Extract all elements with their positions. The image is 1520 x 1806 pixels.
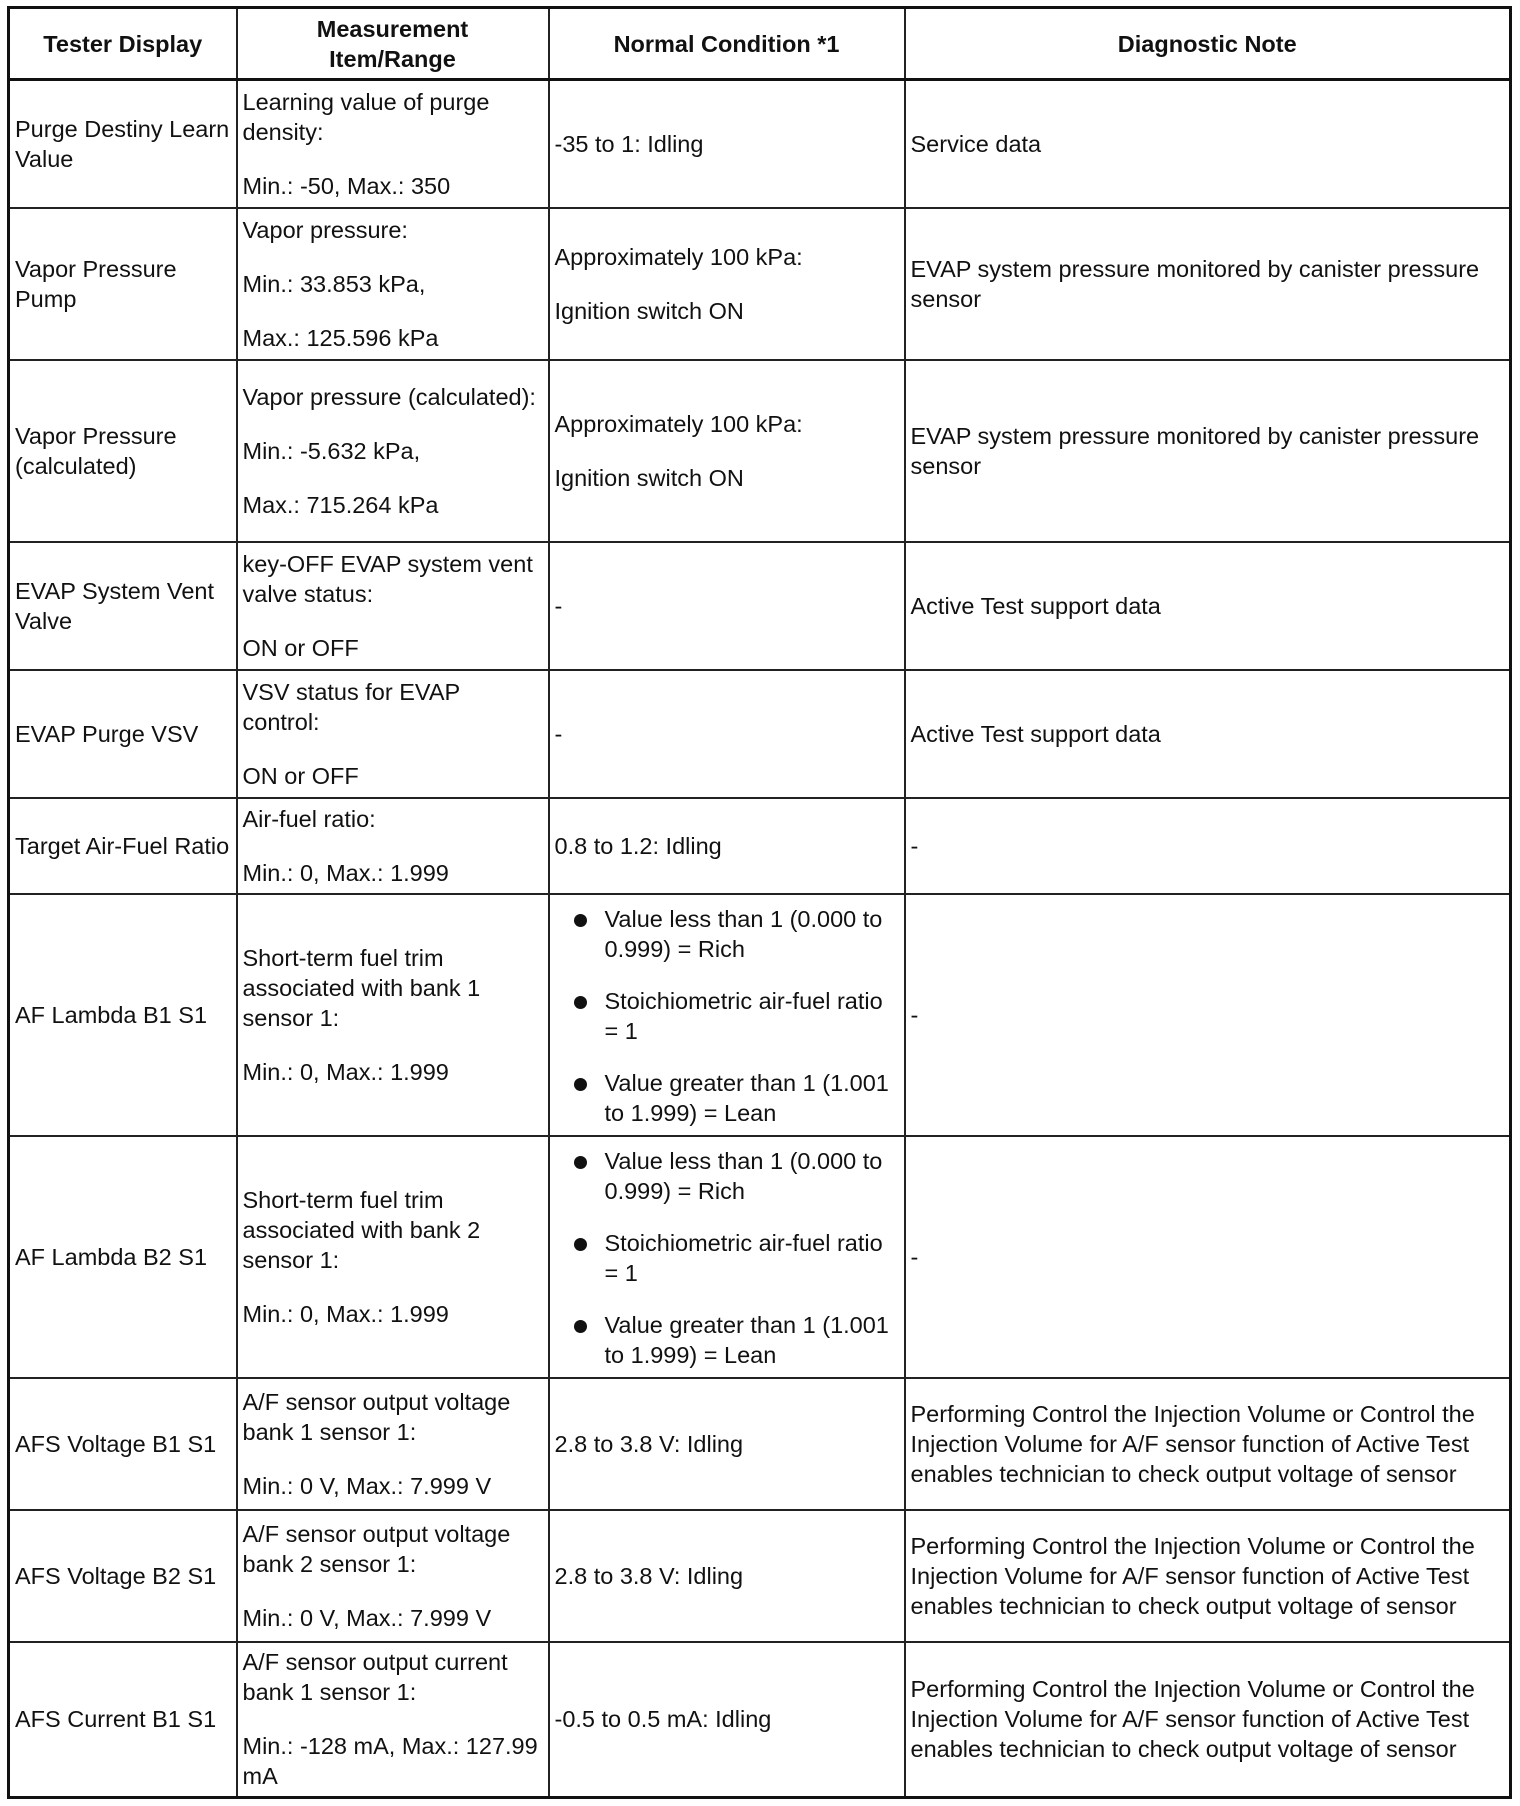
tester-display-cell: AFS Voltage B1 S1 — [9, 1378, 237, 1510]
measurement-line: ON or OFF — [242, 762, 359, 789]
measurement-cell — [237, 1642, 549, 1798]
normal-condition-line: Approximately 100 kPa: — [554, 410, 803, 437]
normal-condition-line: -35 to 1: Idling — [554, 130, 704, 157]
measurement-line: Max.: 125.596 kPa — [242, 324, 439, 351]
normal-condition-cell — [549, 1136, 905, 1378]
normal-condition-cell — [549, 1378, 905, 1510]
measurement-cell — [237, 1510, 549, 1642]
header-row — [9, 8, 1511, 80]
normal-condition-cell — [549, 894, 905, 1136]
header-diagnostic-note: Diagnostic Note — [905, 8, 1511, 80]
tester-display-cell: AF Lambda B1 S1 — [9, 894, 237, 1136]
bullet-icon — [574, 1320, 587, 1333]
measurement-line: A/F sensor output current bank 1 sensor 1: — [242, 1649, 508, 1706]
condition-bullet-item — [555, 1068, 899, 1128]
condition-bullet-text: Stoichiometric air-fuel ratio = 1 — [604, 987, 883, 1044]
measurement-cell — [237, 80, 549, 208]
diagnostic-data-table — [7, 6, 1512, 1799]
diagnostic-note-cell: - — [905, 798, 1511, 894]
normal-condition-cell — [549, 360, 905, 542]
table-row — [9, 1510, 1511, 1642]
measurement-line: ON or OFF — [242, 634, 359, 661]
measurement-line: Min.: -50, Max.: 350 — [242, 172, 451, 199]
normal-condition-cell — [549, 542, 905, 670]
table-row — [9, 360, 1511, 542]
condition-bullet-item — [555, 986, 899, 1046]
bullet-icon — [574, 1156, 587, 1169]
diagnostic-note-cell: EVAP system pressure monitored by canister pressure sensor — [905, 208, 1511, 360]
table-row — [9, 1378, 1511, 1510]
measurement-line: Learning value of purge density: — [242, 88, 490, 145]
measurement-cell — [237, 542, 549, 670]
header-tester-display: Tester Display — [9, 8, 237, 80]
tester-display-cell: Vapor Pressure (calculated) — [9, 360, 237, 542]
condition-bullet-item — [555, 904, 899, 964]
condition-bullet-text: Value greater than 1 (1.001 to 1.999) = Lean — [604, 1311, 889, 1368]
bullet-icon — [574, 914, 587, 927]
measurement-line: Min.: 0, Max.: 1.999 — [242, 1300, 449, 1327]
condition-bullet-text: Value less than 1 (0.000 to 0.999) = Rich — [604, 905, 883, 962]
measurement-line: Vapor pressure (calculated): — [242, 383, 536, 410]
measurement-line: Min.: 0 V, Max.: 7.999 V — [242, 1472, 492, 1499]
condition-bullet-text: Value greater than 1 (1.001 to 1.999) = Lean — [604, 1069, 889, 1126]
normal-condition-line: 0.8 to 1.2: Idling — [554, 832, 722, 859]
measurement-line: Min.: 0, Max.: 1.999 — [242, 859, 449, 886]
normal-condition-line: -0.5 to 0.5 mA: Idling — [554, 1706, 772, 1733]
measurement-line: Vapor pressure: — [242, 216, 408, 243]
tester-display-cell: AF Lambda B2 S1 — [9, 1136, 237, 1378]
normal-condition-cell — [549, 670, 905, 798]
normal-condition-cell — [549, 1510, 905, 1642]
measurement-line: Min.: -128 mA, Max.: 127.99 mA — [242, 1733, 538, 1790]
normal-condition-cell — [549, 80, 905, 208]
table-row — [9, 894, 1511, 1136]
diagnostic-note-cell: Performing Control the Injection Volume or Control the Injection Volume for A/F sensor function of Active Test enables technician to check output voltage of sensor — [905, 1642, 1511, 1798]
measurement-line: Min.: 0, Max.: 1.999 — [242, 1058, 449, 1085]
measurement-line: Min.: -5.632 kPa, — [242, 437, 421, 464]
header-normal-condition: Normal Condition *1 — [549, 8, 905, 80]
measurement-line: Short-term fuel trim associated with bank 2 sensor 1: — [242, 1186, 481, 1273]
table-row — [9, 80, 1511, 208]
measurement-cell — [237, 798, 549, 894]
normal-condition-line: 2.8 to 3.8 V: Idling — [554, 1562, 744, 1589]
measurement-line: A/F sensor output voltage bank 1 sensor 1: — [242, 1388, 511, 1445]
tester-display-cell: EVAP System Vent Valve — [9, 542, 237, 670]
normal-condition-line: 2.8 to 3.8 V: Idling — [554, 1430, 744, 1457]
tester-display-cell: Vapor Pressure Pump — [9, 208, 237, 360]
bullet-icon — [574, 1238, 587, 1251]
measurement-line: Min.: 33.853 kPa, — [242, 270, 426, 297]
table-row — [9, 542, 1511, 670]
normal-condition-line: Ignition switch ON — [554, 297, 744, 324]
bullet-icon — [574, 1078, 587, 1091]
tester-display-cell: AFS Voltage B2 S1 — [9, 1510, 237, 1642]
measurement-cell — [237, 360, 549, 542]
tester-display-cell: Purge Destiny Learn Value — [9, 80, 237, 208]
header-measurement: Measurement Item/Range — [237, 8, 549, 80]
measurement-cell — [237, 670, 549, 798]
table-row — [9, 798, 1511, 894]
table-row — [9, 1136, 1511, 1378]
normal-condition-cell — [549, 1642, 905, 1798]
table-body — [9, 80, 1511, 1798]
table-row — [9, 1642, 1511, 1798]
bullet-icon — [574, 996, 587, 1009]
measurement-cell — [237, 208, 549, 360]
table-row — [9, 208, 1511, 360]
tester-display-cell: Target Air-Fuel Ratio — [9, 798, 237, 894]
measurement-line: Air-fuel ratio: — [242, 805, 376, 832]
diagnostic-note-cell: Performing Control the Injection Volume or Control the Injection Volume for A/F sensor function of Active Test enables technician to check output voltage of sensor — [905, 1510, 1511, 1642]
diagnostic-note-cell: - — [905, 894, 1511, 1136]
tester-display-cell: EVAP Purge VSV — [9, 670, 237, 798]
measurement-line: A/F sensor output voltage bank 2 sensor 1: — [242, 1520, 511, 1577]
normal-condition-cell — [549, 208, 905, 360]
measurement-cell — [237, 1378, 549, 1510]
condition-bullet-text: Stoichiometric air-fuel ratio = 1 — [604, 1229, 883, 1286]
normal-condition-line: Ignition switch ON — [554, 464, 744, 491]
condition-bullet-list — [555, 904, 899, 1128]
measurement-line: Max.: 715.264 kPa — [242, 491, 439, 518]
measurement-line: key-OFF EVAP system vent valve status: — [242, 550, 533, 607]
table-row — [9, 670, 1511, 798]
tester-display-cell: AFS Current B1 S1 — [9, 1642, 237, 1798]
condition-bullet-item — [555, 1310, 899, 1370]
condition-bullet-list — [555, 1146, 899, 1370]
diagnostic-note-cell: Service data — [905, 80, 1511, 208]
normal-condition-line: Approximately 100 kPa: — [554, 243, 803, 270]
diagnostic-note-cell: - — [905, 1136, 1511, 1378]
normal-condition-cell — [549, 798, 905, 894]
measurement-cell — [237, 1136, 549, 1378]
table-header — [9, 8, 1511, 80]
diagnostic-note-cell: EVAP system pressure monitored by canister pressure sensor — [905, 360, 1511, 542]
measurement-line: Short-term fuel trim associated with bank 1 sensor 1: — [242, 944, 481, 1031]
condition-bullet-item — [555, 1146, 899, 1206]
condition-bullet-item — [555, 1228, 899, 1288]
normal-condition-line: - — [554, 720, 563, 747]
measurement-line: VSV status for EVAP control: — [242, 678, 460, 735]
measurement-line: Min.: 0 V, Max.: 7.999 V — [242, 1604, 492, 1631]
condition-bullet-text: Value less than 1 (0.000 to 0.999) = Rich — [604, 1147, 883, 1204]
diagnostic-note-cell: Active Test support data — [905, 670, 1511, 798]
diagnostic-note-cell: Active Test support data — [905, 542, 1511, 670]
normal-condition-line: - — [554, 592, 563, 619]
measurement-cell — [237, 894, 549, 1136]
diagnostic-note-cell: Performing Control the Injection Volume or Control the Injection Volume for A/F sensor function of Active Test enables technician to check output voltage of sensor — [905, 1378, 1511, 1510]
